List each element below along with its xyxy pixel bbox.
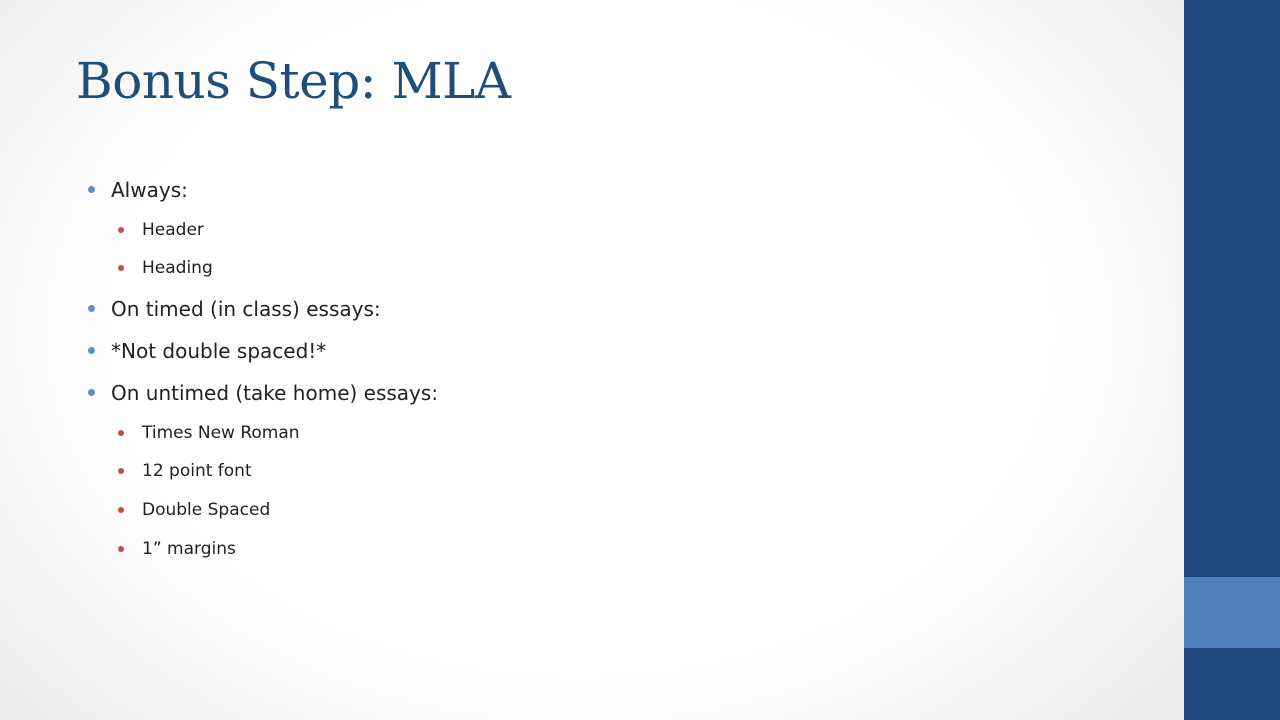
sub-bullet-dot-icon xyxy=(118,468,124,474)
sub-bullet-dot-icon xyxy=(118,546,124,552)
sub-bullet-item xyxy=(142,220,204,240)
sub-bullet-text: 12 point font xyxy=(142,461,252,481)
bullet-dot-icon xyxy=(88,347,95,354)
bullet-item xyxy=(111,297,381,321)
bullet-text: On untimed (take home) essays: xyxy=(111,381,439,405)
sub-bullet-item xyxy=(142,258,213,278)
bullet-dot-icon xyxy=(88,186,95,193)
bullet-text: *Not double spaced!* xyxy=(111,339,327,363)
sub-bullet-item xyxy=(142,461,252,481)
bullet-item xyxy=(111,178,188,202)
slide-title: Bonus Step: MLA xyxy=(76,52,511,110)
sub-bullet-item xyxy=(142,500,270,520)
side-decoration-bar xyxy=(1184,0,1280,720)
sub-bullet-text: 1” margins xyxy=(142,539,236,559)
sub-bullet-dot-icon xyxy=(118,265,124,271)
sub-bullet-item xyxy=(142,539,236,559)
sub-bullet-text: Times New Roman xyxy=(142,423,300,443)
sub-bullet-dot-icon xyxy=(118,430,124,436)
side-bar-dark-block xyxy=(1184,0,1280,577)
bullet-dot-icon xyxy=(88,389,95,396)
bullet-item xyxy=(111,381,438,405)
sub-bullet-text: Double Spaced xyxy=(142,500,271,520)
side-bar-dark-block-bottom xyxy=(1184,648,1280,720)
sub-bullet-dot-icon xyxy=(118,507,124,513)
bullet-dot-icon xyxy=(88,305,95,312)
sub-bullet-dot-icon xyxy=(118,227,124,233)
bullet-item xyxy=(111,339,326,363)
bullet-text: Always: xyxy=(111,178,188,202)
sub-bullet-text: Header xyxy=(142,220,204,240)
side-bar-light-block xyxy=(1184,577,1280,648)
sub-bullet-item xyxy=(142,423,300,443)
bullet-text: On timed (in class) essays: xyxy=(111,297,381,321)
sub-bullet-text: Heading xyxy=(142,258,213,278)
